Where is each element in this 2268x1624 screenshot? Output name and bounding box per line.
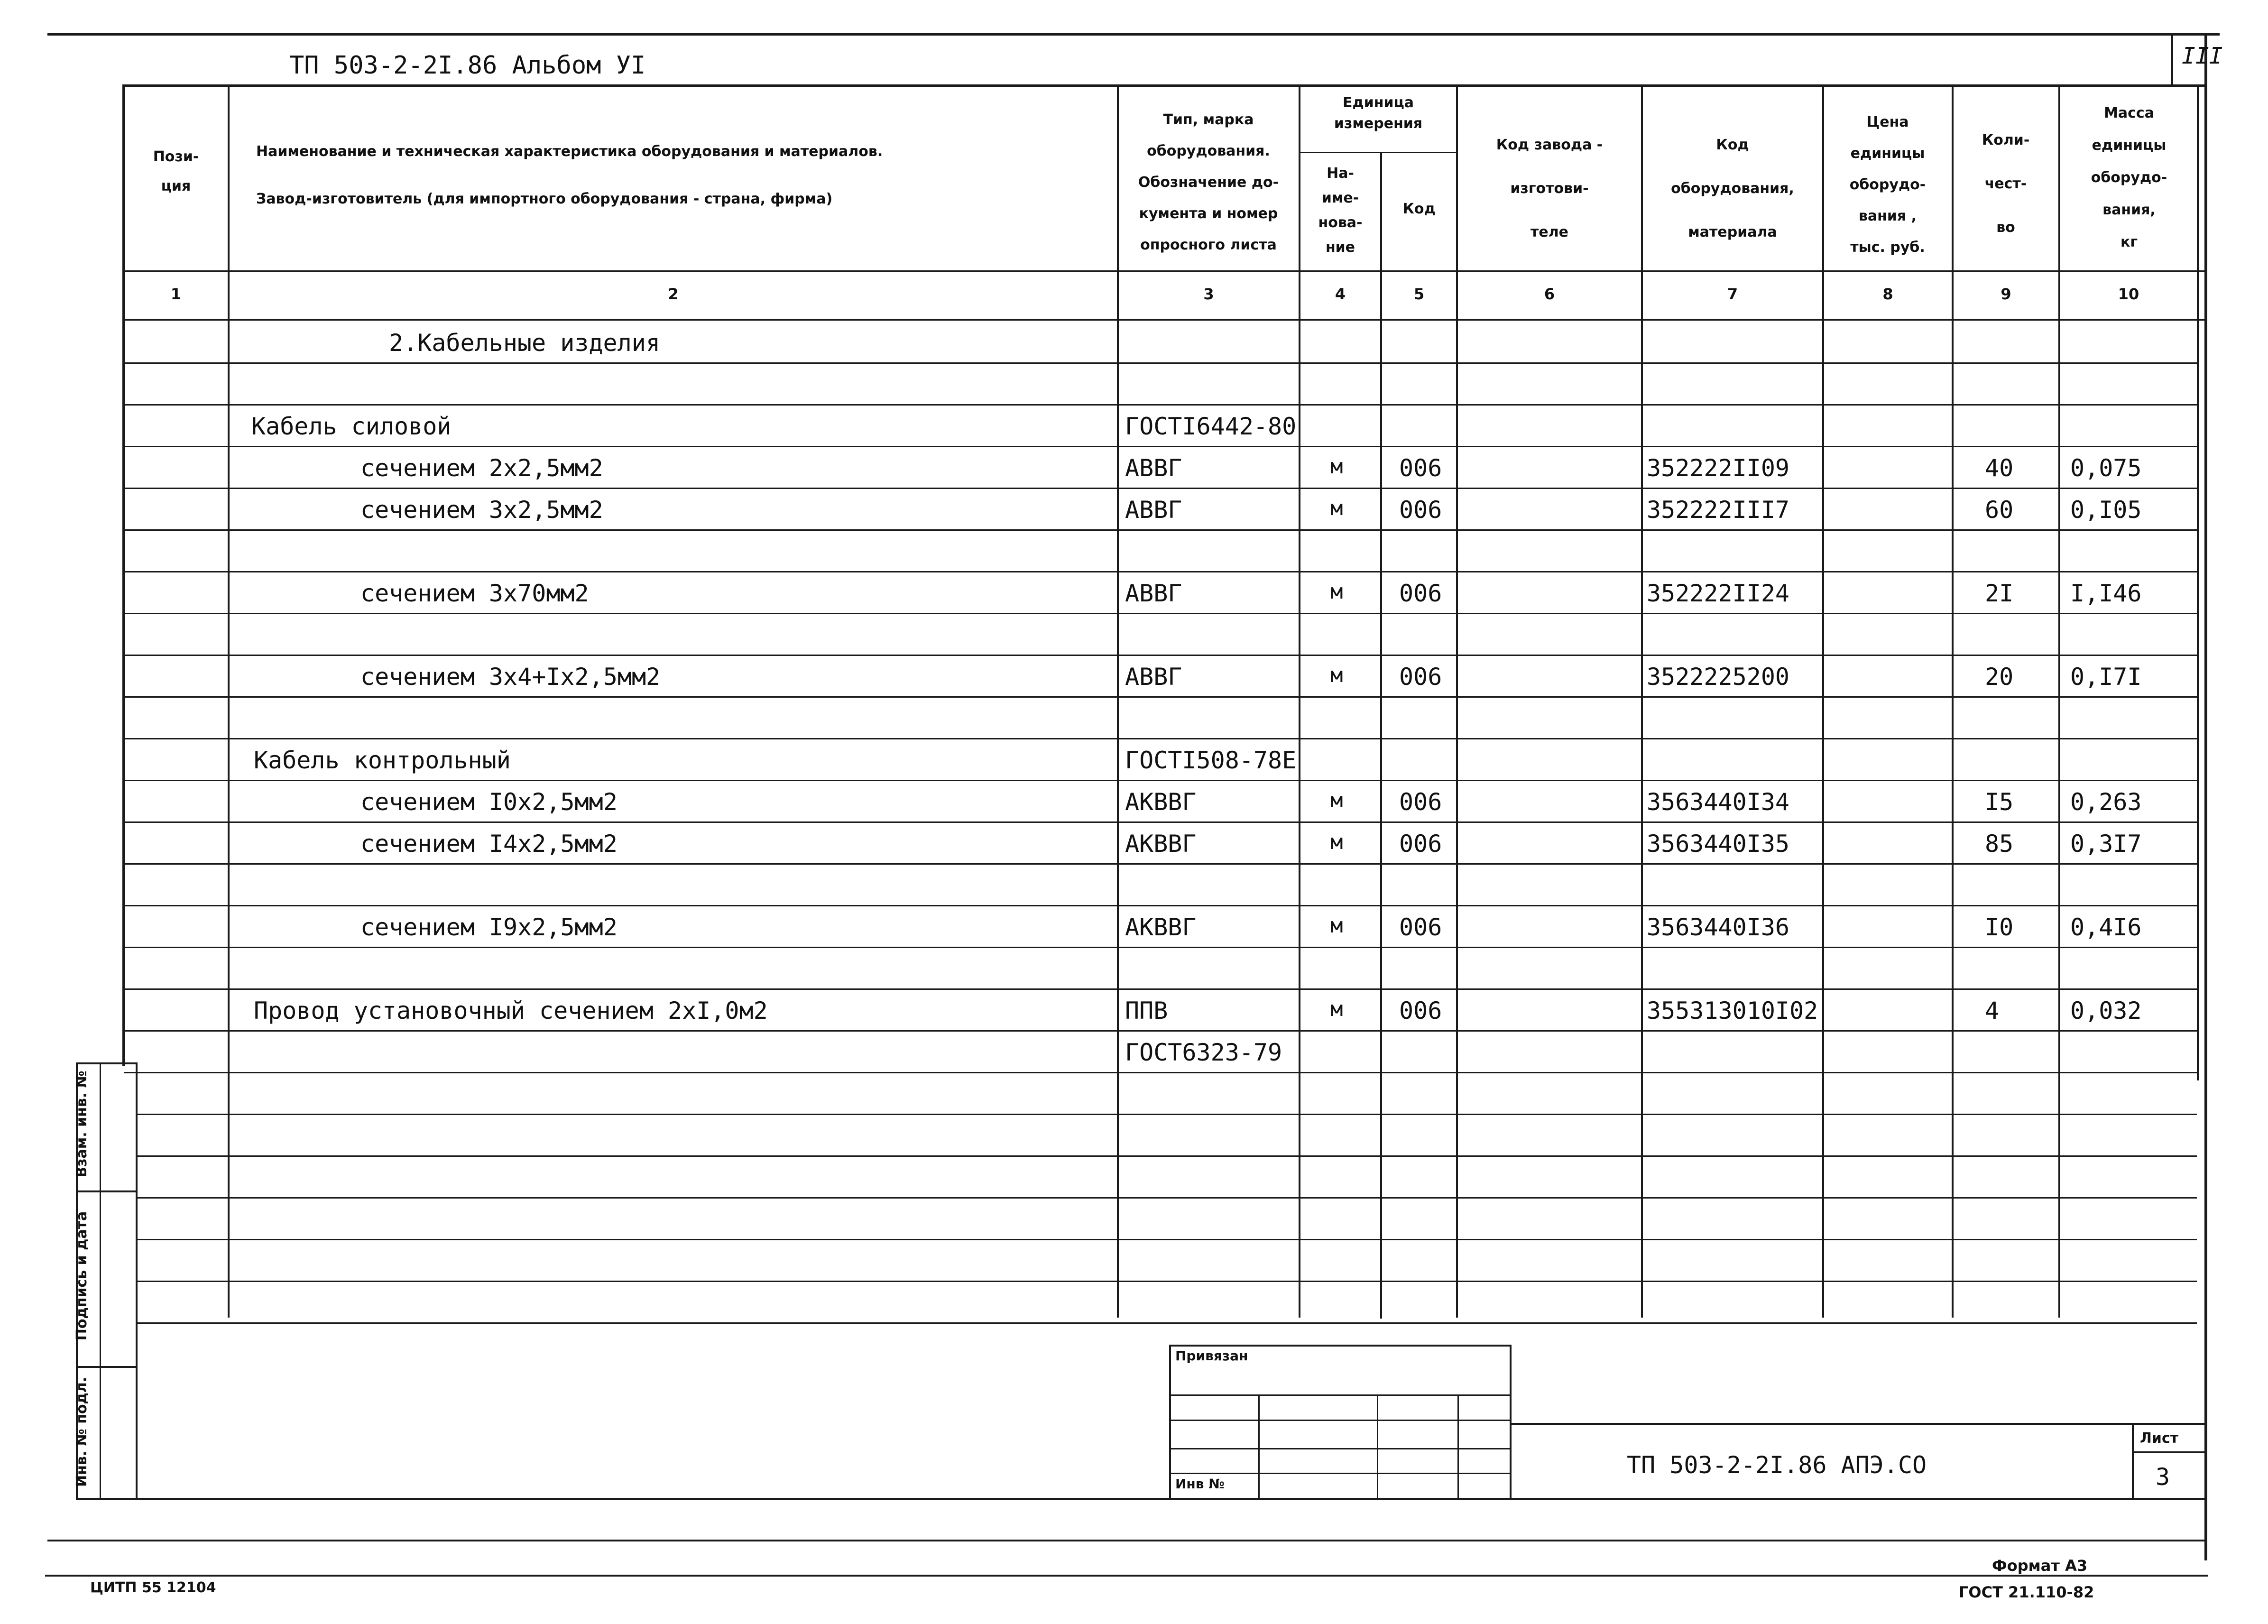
- side-stamp-div2: [76, 1366, 138, 1368]
- row-equipment-code: 352222II24: [1647, 580, 1790, 607]
- stamp-row-1: [1169, 1394, 1511, 1396]
- footer-line: [45, 1575, 2208, 1577]
- row-unit: м: [1330, 663, 1343, 687]
- top-border-line: [47, 33, 2220, 36]
- colnum-bottom-line: [122, 319, 2204, 321]
- row-separator: [124, 1072, 2197, 1073]
- col-1-title: Пози- ция: [153, 148, 199, 194]
- row-code: 006: [1399, 788, 1442, 816]
- row-separator: [124, 655, 2197, 656]
- stamp-row-3: [1169, 1448, 1511, 1449]
- row-separator: [124, 571, 2197, 572]
- row-code: 006: [1399, 663, 1442, 691]
- row-name: сечением I9х2,5мм2: [360, 914, 618, 941]
- bottom-border-line: [47, 1540, 2205, 1541]
- sheet-box-mid: [2132, 1451, 2205, 1453]
- row-type: АКВВГ: [1125, 914, 1197, 941]
- title-block-top: [1510, 1423, 2204, 1425]
- row-equipment-code: 352222III7: [1647, 496, 1790, 524]
- row-equipment-code: 3522225200: [1647, 663, 1790, 691]
- row-type: АКВВГ: [1125, 830, 1197, 858]
- right-border-line: [2204, 33, 2207, 1560]
- row-type: АВВГ: [1125, 496, 1182, 524]
- row-quantity: 2I: [1985, 580, 2014, 607]
- col-sep-6: [1641, 84, 1643, 1318]
- row-equipment-code: 355313010I02: [1647, 997, 1818, 1024]
- row-type: АКВВГ: [1125, 788, 1197, 816]
- side-stamp-outer-right: [136, 1062, 138, 1499]
- document-reference: ТП 503-2-2I.86 Альбом УI: [289, 51, 646, 80]
- row-mass: 0,4I6: [2070, 914, 2142, 941]
- row-type: ГОСТI508-78Е: [1125, 747, 1297, 774]
- stamp-sheet-label: Лист: [2140, 1430, 2179, 1447]
- row-type: ППВ: [1125, 997, 1168, 1024]
- stamp-inv-label: Инв №: [1175, 1476, 1225, 1492]
- blank-row-separator: [136, 1155, 2197, 1157]
- col-num-6: 6: [1544, 285, 1555, 303]
- row-separator: [124, 738, 2197, 739]
- stamp-document-code: ТП 503-2-2I.86 АПЭ.СО: [1627, 1451, 1927, 1479]
- stamp-row-4: [1169, 1473, 1511, 1474]
- row-mass: 0,3I7: [2070, 830, 2142, 858]
- row-separator: [124, 905, 2197, 906]
- row-quantity: 85: [1985, 830, 2014, 858]
- col-sep-9: [2058, 84, 2060, 1318]
- stamp-col-2: [1377, 1394, 1378, 1499]
- row-unit: м: [1330, 830, 1343, 854]
- row-code: 006: [1399, 580, 1442, 607]
- col-num-2: 2: [668, 285, 679, 303]
- blank-row-separator: [136, 1197, 2197, 1199]
- col-10-title: Масса единицы оборудо- вания, кг: [2091, 105, 2167, 250]
- row-name: сечением 3х4+Iх2,5мм2: [360, 663, 661, 691]
- row-unit: м: [1330, 580, 1343, 604]
- row-code: 006: [1399, 496, 1442, 524]
- sheet-box-left: [2132, 1423, 2134, 1499]
- col-6-title: Код завода - изготови- теле: [1496, 137, 1603, 240]
- row-mass: 0,263: [2070, 788, 2142, 816]
- col-num-5: 5: [1413, 285, 1425, 303]
- row-equipment-code: 3563440I34: [1647, 788, 1790, 816]
- row-quantity: 60: [1985, 496, 2014, 524]
- row-name: сечением 3х2,5мм2: [360, 496, 603, 524]
- row-name: сечением I0х2,5мм2: [360, 788, 618, 816]
- row-code: 006: [1399, 830, 1442, 858]
- table-top-line: [122, 84, 2204, 87]
- row-unit: м: [1330, 788, 1343, 812]
- side-stamp-top: [76, 1062, 138, 1064]
- col-4-title: На- име- нова- ние: [1318, 165, 1363, 256]
- stamp-box-top: [1169, 1345, 1511, 1347]
- row-separator: [124, 947, 2197, 948]
- col-sep-3: [1299, 84, 1300, 1318]
- col-sep-8: [1952, 84, 1954, 1318]
- col-num-8: 8: [1882, 285, 1893, 303]
- col-num-10: 10: [2118, 285, 2139, 303]
- stamp-row-2: [1169, 1420, 1511, 1421]
- table-left-line: [122, 84, 125, 1066]
- side-label-original-inv: Инв. № подл.: [74, 1376, 90, 1487]
- unit-subheader-line: [1299, 152, 1457, 153]
- col-sep-5: [1456, 84, 1458, 1318]
- row-unit: м: [1330, 914, 1343, 938]
- stamp-col-3: [1457, 1394, 1459, 1499]
- row-name: Кабель контрольный: [254, 747, 511, 774]
- row-code: 006: [1399, 997, 1442, 1024]
- row-separator: [124, 863, 2197, 865]
- col-sep-1: [228, 84, 230, 1318]
- row-equipment-code: 352222II09: [1647, 454, 1790, 482]
- footer-print-code: ЦИТП 55 12104: [90, 1579, 216, 1596]
- row-separator: [124, 404, 2197, 406]
- row-separator: [124, 1030, 2197, 1032]
- col-sep-7: [1822, 84, 1824, 1318]
- row-separator: [124, 613, 2197, 614]
- row-unit: м: [1330, 454, 1343, 479]
- sheet-mark-box-left: [2171, 33, 2173, 85]
- blank-row-separator: [136, 1322, 2197, 1324]
- stamp-attached-label: Привязан: [1175, 1348, 1248, 1364]
- side-stamp-bottom: [76, 1498, 2205, 1500]
- row-separator: [124, 529, 2197, 531]
- stamp-col-1: [1258, 1394, 1260, 1499]
- side-stamp-mid: [100, 1062, 101, 1499]
- col-num-7: 7: [1727, 285, 1738, 303]
- col-sep-2: [1117, 84, 1119, 1318]
- row-code: 006: [1399, 454, 1442, 482]
- row-name: сечением 2х2,5мм2: [360, 454, 603, 482]
- row-separator: [124, 696, 2197, 698]
- row-type: АВВГ: [1125, 663, 1182, 691]
- row-equipment-code: 3563440I35: [1647, 830, 1790, 858]
- col-2-title: Наименование и техническая характеристика оборудования и материалов. Завод-изготовитель (для импортного оборудования - страна, фирма): [256, 143, 883, 207]
- unit-group-title: Единица измерения: [1334, 94, 1423, 132]
- row-equipment-code: 3563440I36: [1647, 914, 1790, 941]
- row-name: Кабель силовой: [251, 413, 452, 440]
- col-num-3: 3: [1203, 285, 1214, 303]
- col-9-title: Коли- чест- во: [1982, 132, 2030, 236]
- side-stamp-div1: [76, 1190, 138, 1192]
- blank-row-separator: [136, 1239, 2197, 1240]
- col-num-1: 1: [170, 285, 182, 303]
- row-name: сечением 3х70мм2: [360, 580, 589, 607]
- side-label-signature-date: Подпись и дата: [74, 1211, 90, 1341]
- stamp-box-left: [1169, 1345, 1171, 1499]
- col-num-4: 4: [1335, 285, 1346, 303]
- row-separator: [124, 988, 2197, 990]
- footer-format: Формат А3: [1992, 1557, 2088, 1575]
- row-mass: 0,032: [2070, 997, 2142, 1024]
- blank-row-separator: [136, 1114, 2197, 1115]
- row-code: 006: [1399, 914, 1442, 941]
- row-type: АВВГ: [1125, 580, 1182, 607]
- side-label-replacement-inv: Взам. инв. №: [74, 1070, 90, 1178]
- row-mass: 0,I7I: [2070, 663, 2142, 691]
- col-5-title: Код: [1402, 201, 1436, 217]
- row-unit: м: [1330, 997, 1343, 1021]
- row-unit: м: [1330, 496, 1343, 520]
- row-name: 2.Кабельные изделия: [389, 329, 660, 357]
- row-separator: [124, 362, 2197, 364]
- col-7-title: Код оборудования, материала: [1671, 137, 1794, 240]
- col-num-9: 9: [2001, 285, 2011, 303]
- row-type: ГОСТI6442-80: [1125, 413, 1297, 440]
- row-name: Провод установочный сечением 2хI,0м2: [254, 997, 768, 1024]
- row-type: ГОСТ6323-79: [1125, 1039, 1282, 1066]
- row-quantity: 20: [1985, 663, 2014, 691]
- row-quantity: I5: [1985, 788, 2014, 816]
- blank-row-separator: [136, 1281, 2197, 1282]
- row-quantity: 4: [1985, 997, 2000, 1024]
- col-8-title: Цена единицы оборудо- вания , тыс. руб.: [1849, 114, 1926, 256]
- row-mass: I,I46: [2070, 580, 2142, 607]
- row-separator: [124, 780, 2197, 781]
- row-mass: 0,075: [2070, 454, 2142, 482]
- row-mass: 0,I05: [2070, 496, 2142, 524]
- col-sep-4: [1380, 152, 1382, 1319]
- row-separator: [124, 488, 2197, 489]
- footer-gost: ГОСТ 21.110-82: [1959, 1583, 2094, 1600]
- row-separator: [124, 446, 2197, 447]
- row-quantity: 40: [1985, 454, 2014, 482]
- col-3-title: Тип, марка оборудования. Обозначение до- кумента и номер опросного листа: [1138, 111, 1279, 253]
- row-name: сечением I4х2,5мм2: [360, 830, 618, 858]
- row-separator: [124, 821, 2197, 823]
- header-bottom-line: [122, 270, 2204, 272]
- row-quantity: I0: [1985, 914, 2014, 941]
- row-type: АВВГ: [1125, 454, 1182, 482]
- stamp-box-right: [1510, 1345, 1512, 1499]
- sheet-mark: III: [2182, 43, 2223, 69]
- stamp-sheet-number: 3: [2156, 1463, 2170, 1491]
